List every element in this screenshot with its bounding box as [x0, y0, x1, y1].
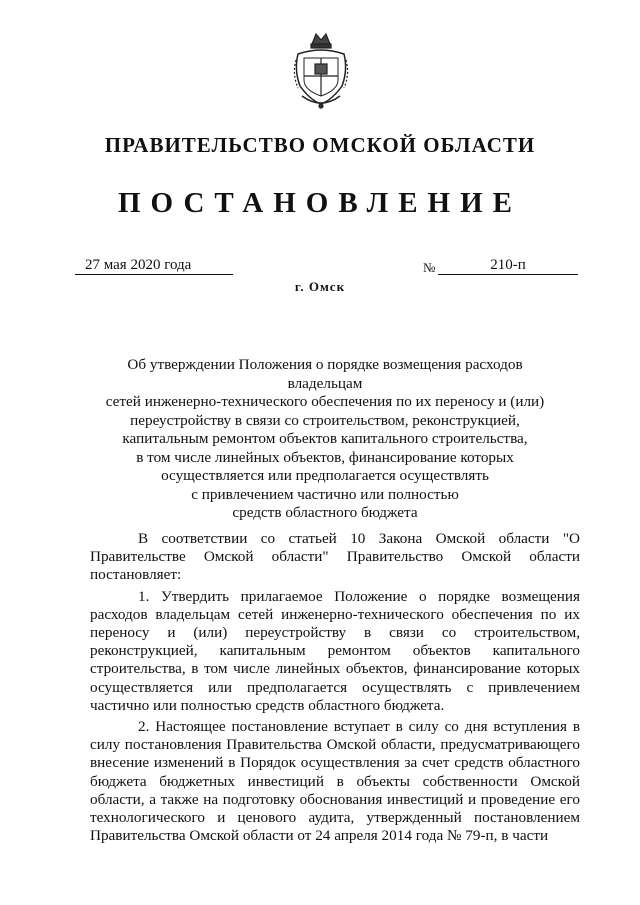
coat-of-arms-emblem: [290, 30, 352, 112]
subject-line: Об утверждении Положения о порядке возмещения расходов владельцам: [127, 356, 523, 392]
subject-line: сетей инженерно-технического обеспечения по их переносу и (или): [105, 393, 545, 410]
date-value: 27 мая 2020 года: [85, 257, 192, 273]
clause-1-paragraph: 1. Утвердить прилагаемое Положение о порядке возмещения расходов владельцам сетей инженерно-технического обеспечения по их переносу и (или) переустройству в связи со строительством, реконструкцией, капитальным ремонтом объектов капитального строительства, в том числе линейных объектов, финансирование которых осуществляется или предполагается осуществлять с привлечением частично или полностью средств областного бюджета.: [90, 587, 580, 714]
document-number: 210-п: [438, 256, 578, 275]
subject-line: капитальным ремонтом объектов капитального строительства,: [122, 430, 528, 447]
preamble-paragraph: В соответствии со статьей 10 Закона Омской области "О Правительстве Омской области" Правительство Омской области постановляет:: [90, 530, 580, 584]
subject-line: в том числе линейных объектов, финансирование которых: [136, 448, 514, 466]
government-title: ПРАВИТЕЛЬСТВО ОМСКОЙ ОБЛАСТИ: [104, 133, 536, 157]
document-type-heading: ПОСТАНОВЛЕНИЕ: [117, 187, 522, 219]
number-label: №: [423, 260, 436, 275]
subject-line: средств областного бюджета: [232, 504, 418, 521]
document-subject: [90, 356, 560, 523]
city-label: г. Омск: [294, 279, 346, 294]
subject-line: переустройству в связи со строительством, реконструкцией,: [130, 411, 520, 429]
document-date: [75, 256, 233, 275]
subject-line: с привлечением частично или полностью: [191, 485, 459, 503]
subject-line: осуществляется или предполагается осуществлять: [161, 467, 489, 484]
clause-2-paragraph: 2. Настоящее постановление вступает в силу со дня вступления в силу постановления Правительства Омской области, предусматривающего внесение изменений в Порядок осуществления за счет средств областного бюджета бюджетных инвестиций в объекты собственности Омской области, а также на подготовку обоснования инвестиций и проведение его технологического и ценового аудита, утвержденный постановлением Правительства Омской области от 24 апреля 2014 года № 79-п, в части: [90, 718, 580, 845]
document-body: [90, 530, 580, 848]
